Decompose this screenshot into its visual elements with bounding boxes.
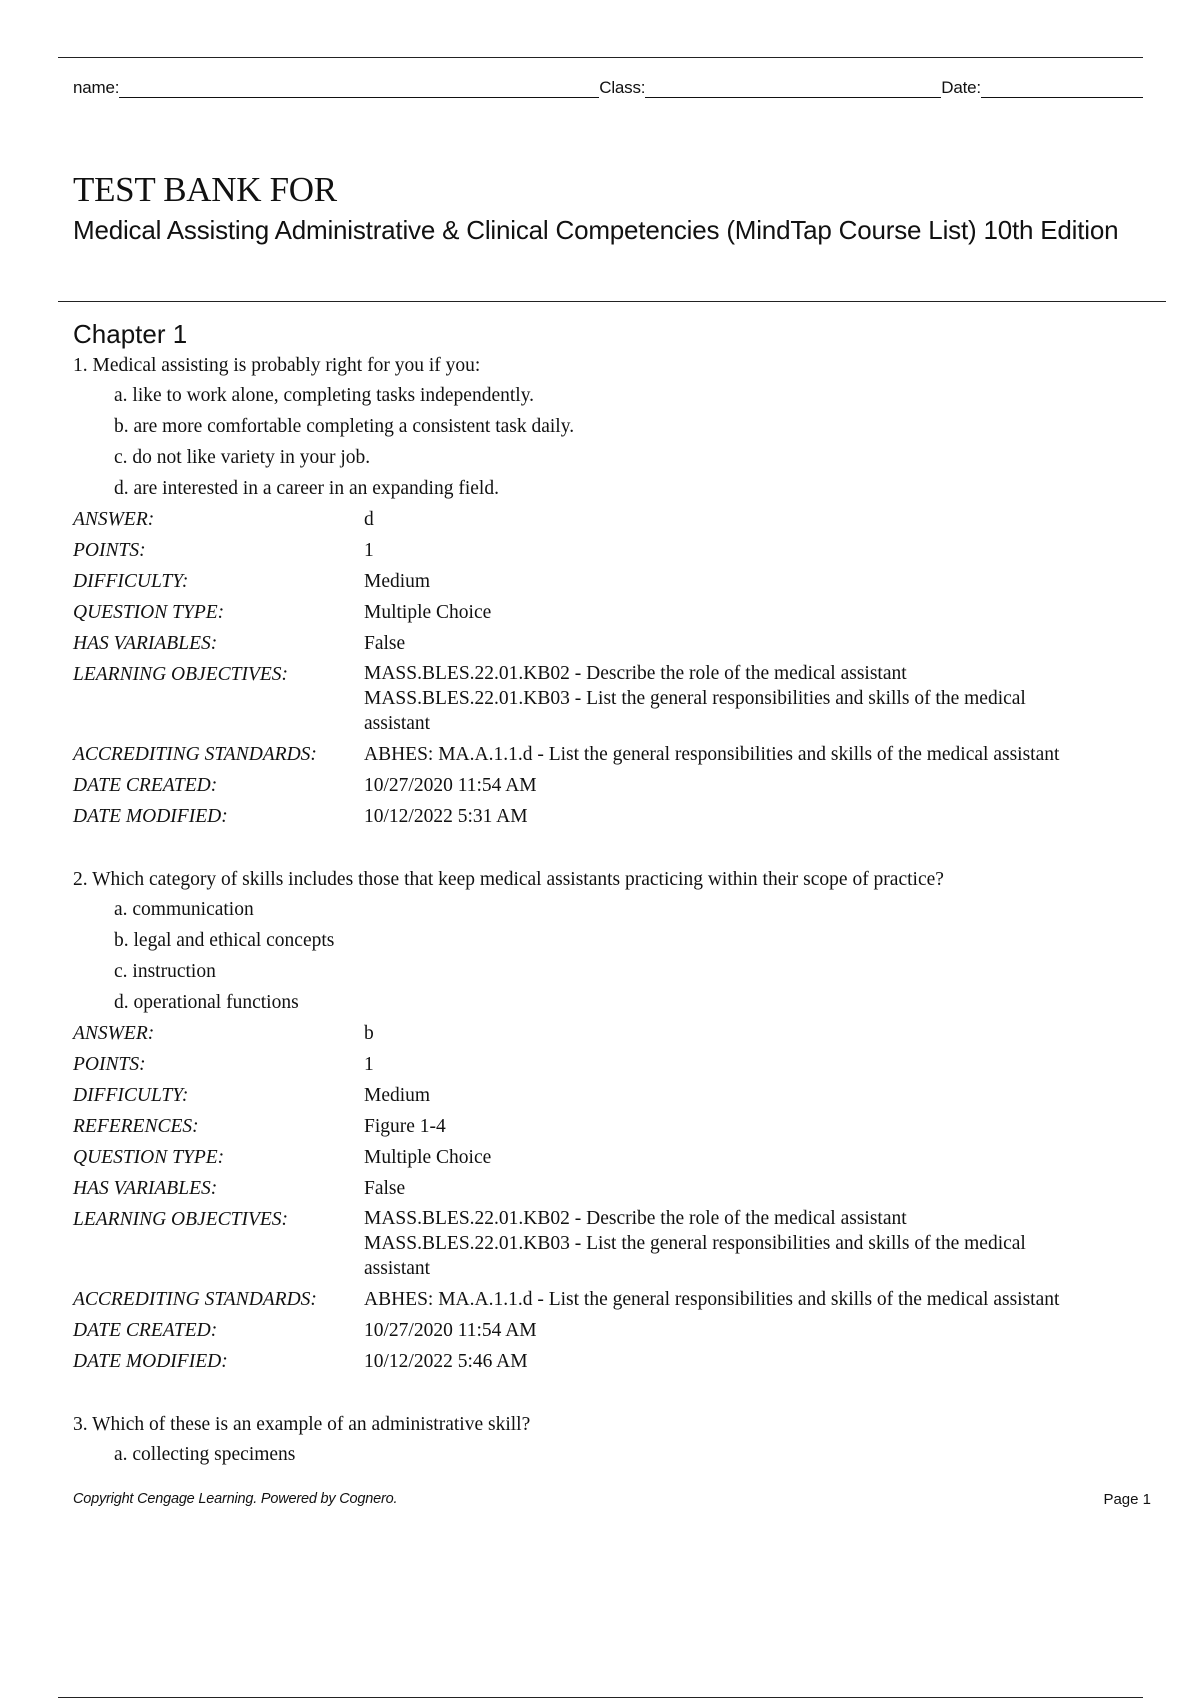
learning-objective-line: MASS.BLES.22.01.KB03 - List the general responsibilities and skills of the medical	[364, 688, 1026, 709]
meta-value-date-created: 10/27/2020 11:54 AM	[364, 1320, 537, 1341]
meta-value-difficulty: Medium	[364, 1085, 431, 1106]
top-rule	[58, 57, 1143, 58]
question-stem: 1. Medical assisting is probably right for you if you:	[73, 355, 481, 376]
meta-key-learning-objectives: LEARNING OBJECTIVES:	[73, 1209, 289, 1230]
learning-objective-line: MASS.BLES.22.01.KB02 - Describe the role of the medical assistant	[364, 663, 907, 684]
date-label: Date:	[941, 78, 981, 97]
learning-objective-line: assistant	[364, 1258, 431, 1279]
meta-key-points: POINTS:	[73, 540, 146, 561]
copyright-notice: Copyright Cengage Learning. Powered by Cognero.	[73, 1491, 398, 1507]
class-label: Class:	[599, 78, 646, 97]
option-a: a. like to work alone, completing tasks independently.	[114, 385, 535, 406]
option-d: d. operational functions	[114, 992, 299, 1013]
option-d: d. are interested in a career in an expanding field.	[114, 478, 499, 499]
meta-key-date-created: DATE CREATED:	[73, 1320, 218, 1341]
meta-value-points: 1	[364, 1054, 374, 1075]
meta-value-date-created: 10/27/2020 11:54 AM	[364, 775, 537, 796]
student-info-fields	[73, 64, 1168, 98]
meta-value-date-modified: 10/12/2022 5:31 AM	[364, 806, 528, 827]
meta-key-answer: ANSWER:	[73, 509, 155, 530]
meta-value-question-type: Multiple Choice	[364, 602, 492, 623]
meta-key-answer: ANSWER:	[73, 1023, 155, 1044]
question-stem: 3. Which of these is an example of an administrative skill?	[73, 1414, 531, 1435]
date-blank	[981, 79, 1143, 98]
meta-value-accrediting-standards: ABHES: MA.A.1.1.d - List the general responsibilities and skills of the medical assistant	[364, 1289, 1060, 1310]
document-title: TEST BANK FOR	[73, 170, 337, 209]
question-metadata	[73, 1018, 1173, 1377]
page-number: Page 1	[1103, 1491, 1151, 1508]
question-3	[73, 1410, 1173, 1470]
learning-objective-line: MASS.BLES.22.01.KB02 - Describe the role of the medical assistant	[364, 1208, 907, 1229]
meta-key-has-variables: HAS VARIABLES:	[73, 1178, 218, 1199]
learning-objective-line: MASS.BLES.22.01.KB03 - List the general responsibilities and skills of the medical	[364, 1233, 1026, 1254]
meta-key-question-type: QUESTION TYPE:	[73, 1147, 225, 1168]
meta-value-has-variables: False	[364, 633, 406, 654]
meta-key-question-type: QUESTION TYPE:	[73, 602, 225, 623]
meta-key-accrediting-standards: ACCREDITING STANDARDS:	[73, 744, 317, 765]
option-c: c. do not like variety in your job.	[114, 447, 371, 468]
meta-value-has-variables: False	[364, 1178, 406, 1199]
meta-value-points: 1	[364, 540, 374, 561]
meta-value-references: Figure 1-4	[364, 1116, 446, 1137]
document-subtitle: Medical Assisting Administrative & Clinical Competencies (MindTap Course List) 10th Edition	[73, 215, 1119, 245]
answer-options	[73, 1439, 1173, 1470]
meta-key-has-variables: HAS VARIABLES:	[73, 633, 218, 654]
meta-value-learning-objectives	[364, 659, 1173, 739]
name-label: name:	[73, 78, 120, 97]
meta-key-accrediting-standards: ACCREDITING STANDARDS:	[73, 1289, 317, 1310]
option-b: b. are more comfortable completing a consistent task daily.	[114, 416, 575, 437]
option-b: b. legal and ethical concepts	[114, 930, 335, 951]
meta-key-difficulty: DIFFICULTY:	[73, 1085, 189, 1106]
meta-key-date-modified: DATE MODIFIED:	[73, 806, 228, 827]
meta-value-date-modified: 10/12/2022 5:46 AM	[364, 1351, 528, 1372]
meta-value-difficulty: Medium	[364, 571, 431, 592]
option-c: c. instruction	[114, 961, 216, 982]
question-1	[73, 351, 1173, 832]
title-rule	[58, 301, 1166, 302]
question-stem: 2. Which category of skills includes those that keep medical assistants practicing within their scope of practice?	[73, 869, 944, 890]
meta-key-date-created: DATE CREATED:	[73, 775, 218, 796]
meta-value-learning-objectives	[364, 1204, 1173, 1284]
class-blank	[645, 79, 941, 98]
question-2	[73, 865, 1173, 1377]
answer-options	[73, 380, 1173, 504]
meta-key-points: POINTS:	[73, 1054, 146, 1075]
meta-value-answer: d	[364, 509, 374, 530]
meta-key-date-modified: DATE MODIFIED:	[73, 1351, 228, 1372]
chapter-heading: Chapter 1	[73, 319, 188, 349]
meta-key-difficulty: DIFFICULTY:	[73, 571, 189, 592]
meta-key-learning-objectives: LEARNING OBJECTIVES:	[73, 664, 289, 685]
option-a: a. communication	[114, 899, 254, 920]
name-blank	[119, 79, 599, 98]
meta-value-question-type: Multiple Choice	[364, 1147, 492, 1168]
question-metadata	[73, 504, 1173, 832]
meta-key-references: REFERENCES:	[73, 1116, 199, 1137]
answer-options	[73, 894, 1173, 1018]
meta-value-answer: b	[364, 1023, 374, 1044]
bottom-rule	[58, 1697, 1143, 1698]
option-a: a. collecting specimens	[114, 1444, 296, 1465]
learning-objective-line: assistant	[364, 713, 431, 734]
meta-value-accrediting-standards: ABHES: MA.A.1.1.d - List the general responsibilities and skills of the medical assistant	[364, 744, 1060, 765]
